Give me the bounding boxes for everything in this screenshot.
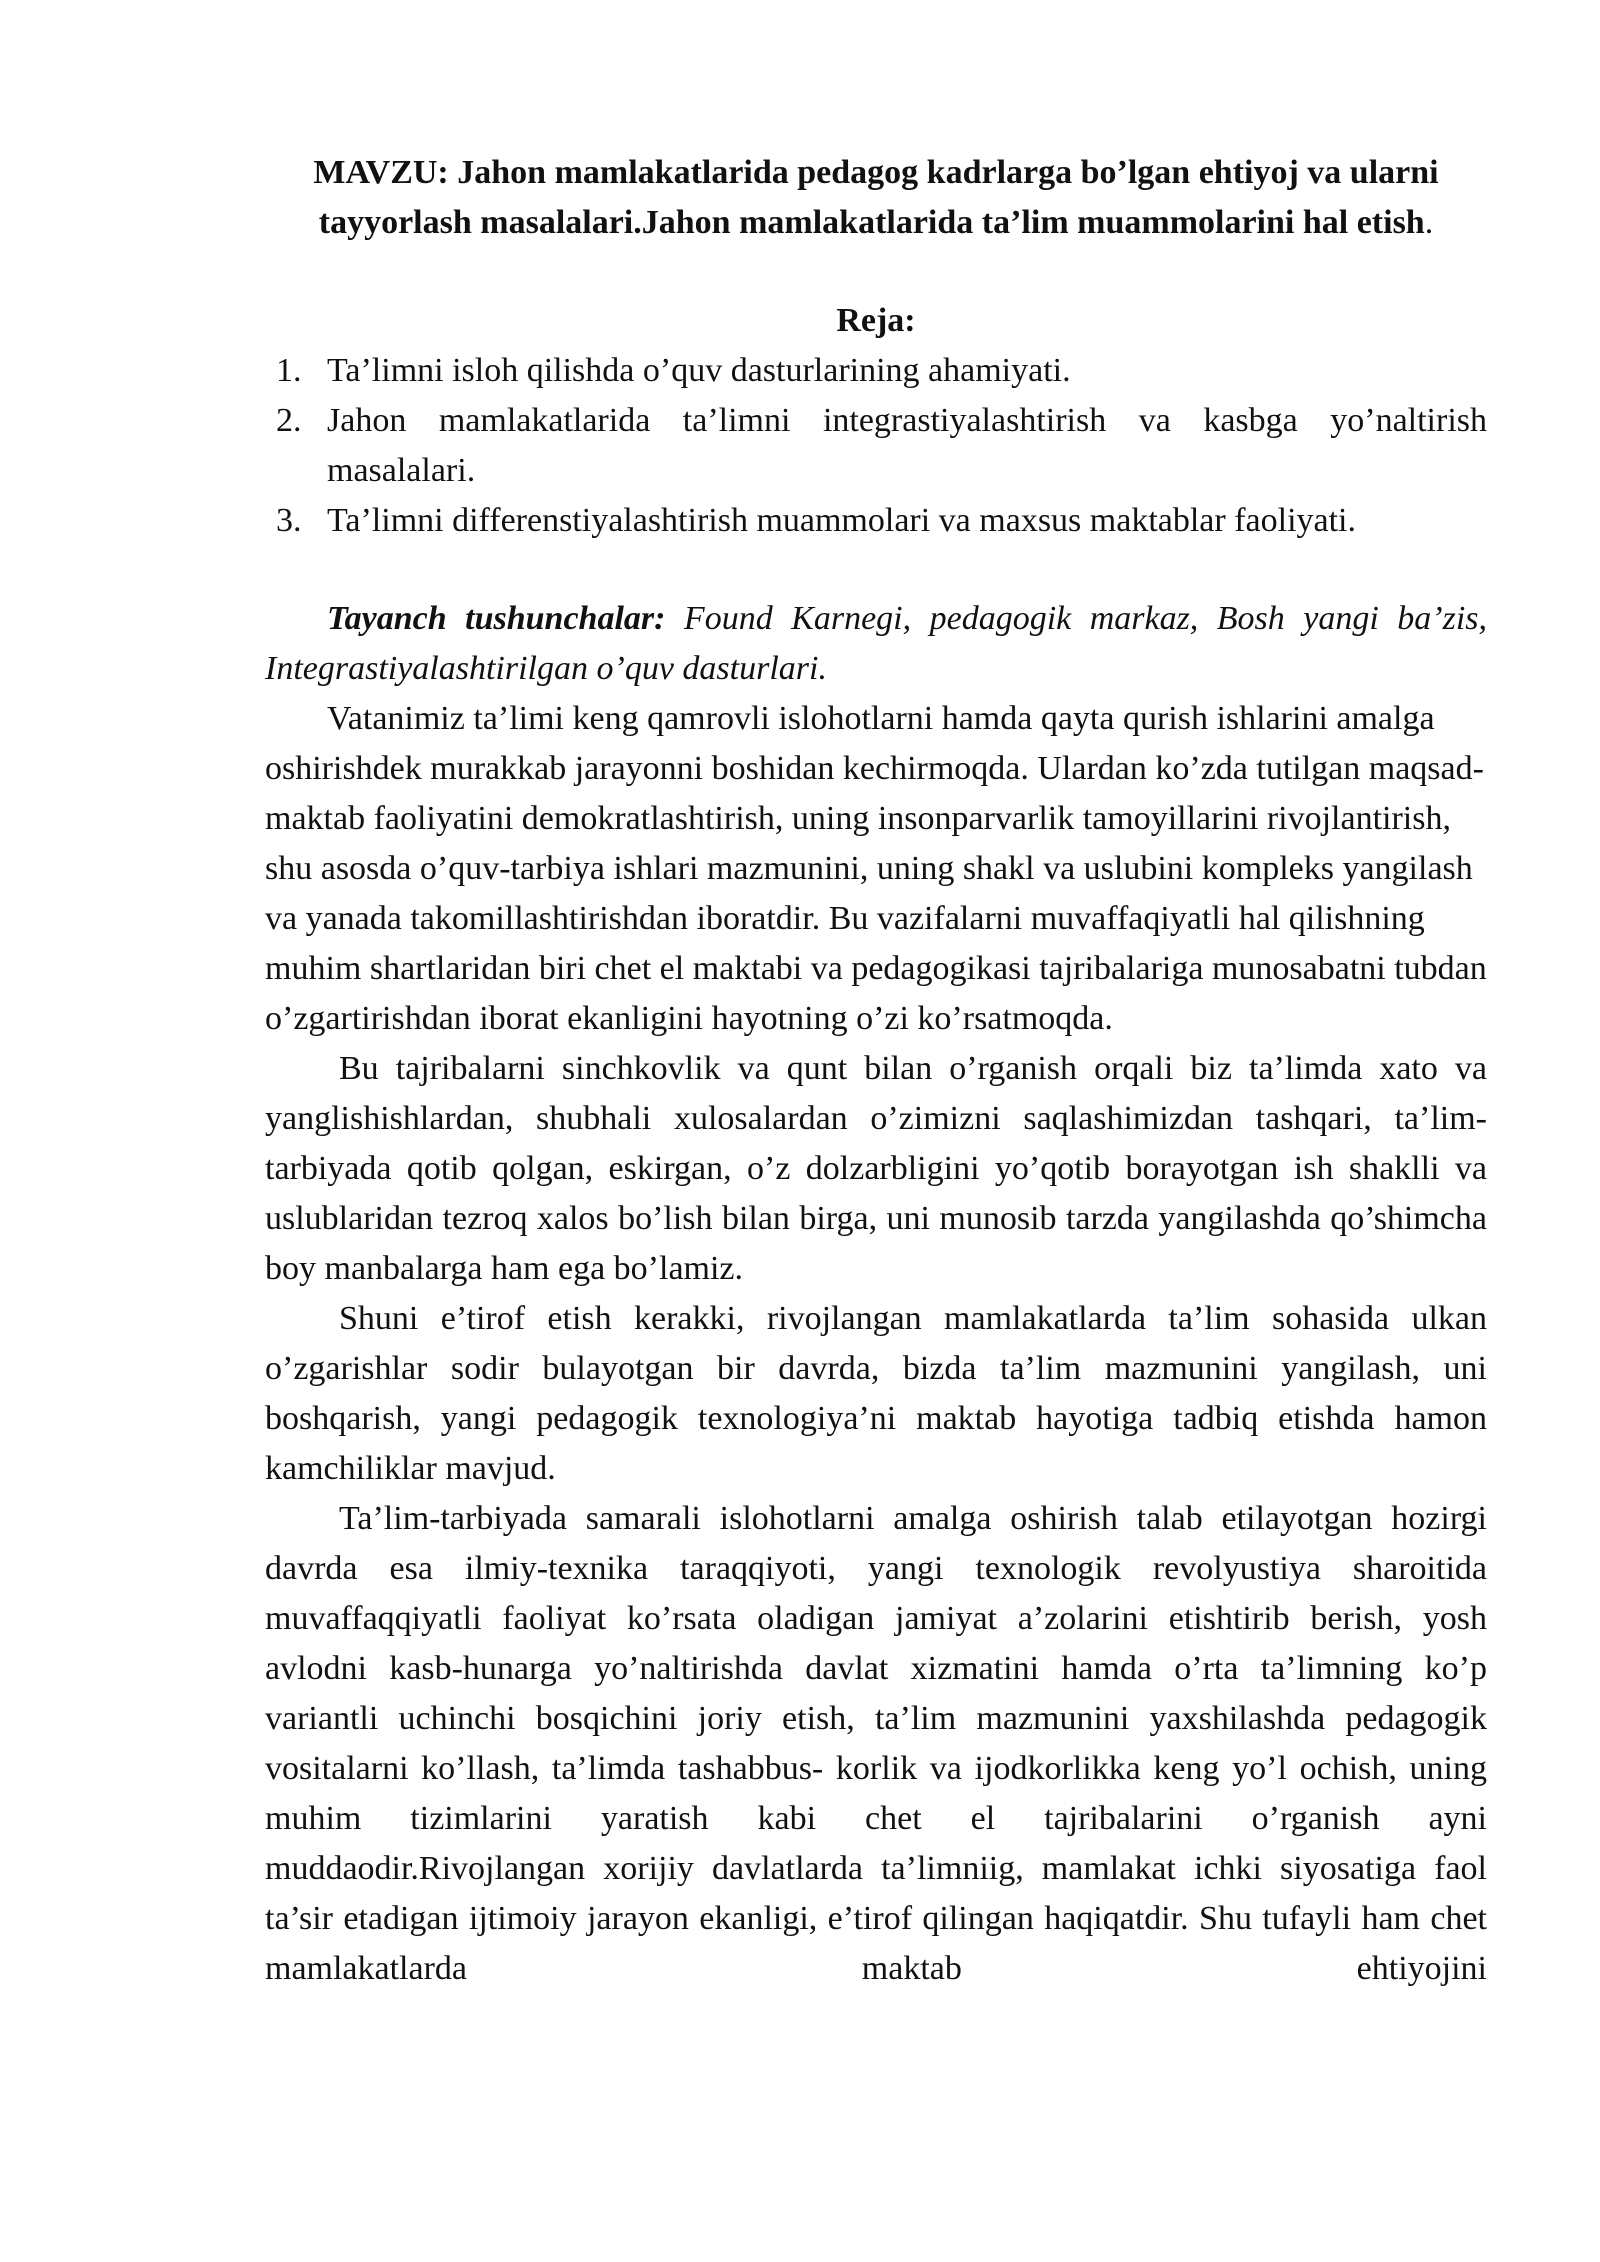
title-text: MAVZU: Jahon mamlakatlarida pedagog kadrlarga bo’lgan ehtiyoj va ularni tayyorlash masalalari.Jahon mamlakatlarida ta’lim muammolarini hal etish bbox=[313, 154, 1439, 241]
plan-item bbox=[265, 496, 1487, 546]
keywords-paragraph bbox=[265, 594, 1487, 694]
body-paragraph-1: Vatanimiz ta’limi keng qamrovli islohotlarni hamda qayta qurish ishlarini amalga oshirishdek murakkab jarayonni boshidan kechirmoqda. Ulardan ko’zda tutilgan maqsad- maktab faoliyatini demokratlashtirish, uning insonparvarlik tamoyillarini rivojlantirish, shu asosda o’quv-tarbiya ishlari mazmunini, uning shakl va uslubini kompleks yangilash va yanada takomillashtirishdan iboratdir. Bu vazifalarni muvaffaqiyatli hal qilishning muhim shartlaridan biri chet el maktabi va pedagogikasi tajribalariga munosabatni tubdan o’zgartirishdan iborat ekanligini hayotning o’zi ko’rsatmoqda. bbox=[265, 700, 1487, 1037]
plan-heading: Reja: bbox=[836, 302, 916, 339]
plan-item-text: Jahon mamlakatlarida ta’limni integrastiyalashtirish va kasbga yo’naltirish masalalari. bbox=[327, 402, 1487, 489]
plan-item-text: Ta’limni isloh qilishda o’quv dasturlarining ahamiyati. bbox=[327, 352, 1071, 389]
plan-item-text: Ta’limni differenstiyalashtirish muammolari va maxsus maktablar faoliyati. bbox=[327, 502, 1356, 539]
document-title bbox=[265, 148, 1487, 248]
keywords-text: Found Karnegi, pedagogik markaz, Bosh yangi ba’zis, Integrastiyalashtirilgan o’quv dasturlari. bbox=[265, 600, 1488, 687]
document-content bbox=[265, 148, 1487, 1994]
body-paragraph-3: Shuni e’tirof etish kerakki, rivojlangan mamlakatlarda ta’lim sohasida ulkan o’zgarishlar sodir bulayotgan bir davrda, bizda ta’lim mazmunini yangilash, uni boshqarish, yangi pedagogik texnologiya’ni maktab hayotiga tadbiq etishda hamon kamchiliklar mavjud. bbox=[265, 1300, 1487, 1487]
title-period: . bbox=[1424, 204, 1434, 241]
body-paragraph-2: Bu tajribalarni sinchkovlik va qunt bilan o’rganish orqali biz ta’limda xato va yanglishishlardan, shubhali xulosalardan o’zimizni saqlashimizdan tashqari, ta’lim-tarbiyada qotib qolgan, eskirgan, o’z dolzarbligini yo’qotib borayotgan ish shaklli va uslublaridan tezroq xalos bo’lish bilan birga, uni munosib tarzda yangilashda qo’shimcha boy manbalarga ham ega bo’lamiz. bbox=[265, 1050, 1487, 1287]
plan-item-number: 2. bbox=[276, 402, 302, 439]
plan-list bbox=[265, 346, 1487, 546]
body-paragraph-4: Ta’lim-tarbiyada samarali islohotlarni amalga oshirish talab etilayotgan hozirgi davrda esa ilmiy-texnika taraqqiyoti, yangi texnologik revolyustiya sharoitida muvaffaqqiyatli faoliyat ko’rsata oladigan jamiyat a’zolarini etishtirib berish, yosh avlodni kasb-hunarga yo’naltirishda davlat xizmatini hamda o’rta ta’limning ko’p variantli uchinchi bosqichini joriy etish, ta’lim mazmunini yaxshilashda pedagogik vositalarni ko’llash, ta’limda tashabbus- korlik va ijodkorlikka keng yo’l ochish, uning muhim tizimlarini yaratish kabi chet el tajribalarini o’rganish ayni muddaodir.Rivojlangan xorijiy davlatlarda ta’limniig, mamlakat ichki siyosatiga faol ta’sir etadigan ijtimoiy jarayon ekanligi, e’tirof qilingan haqiqatdir. Shu tufayli ham chet mamlakatlarda maktab ehtiyojini bbox=[265, 1500, 1487, 1987]
plan-item-number: 3. bbox=[276, 502, 302, 539]
keywords-label: Tayanch tushunchalar: bbox=[327, 600, 666, 637]
plan-item bbox=[265, 346, 1487, 396]
plan-item bbox=[265, 396, 1487, 496]
plan-item-number: 1. bbox=[276, 352, 302, 389]
